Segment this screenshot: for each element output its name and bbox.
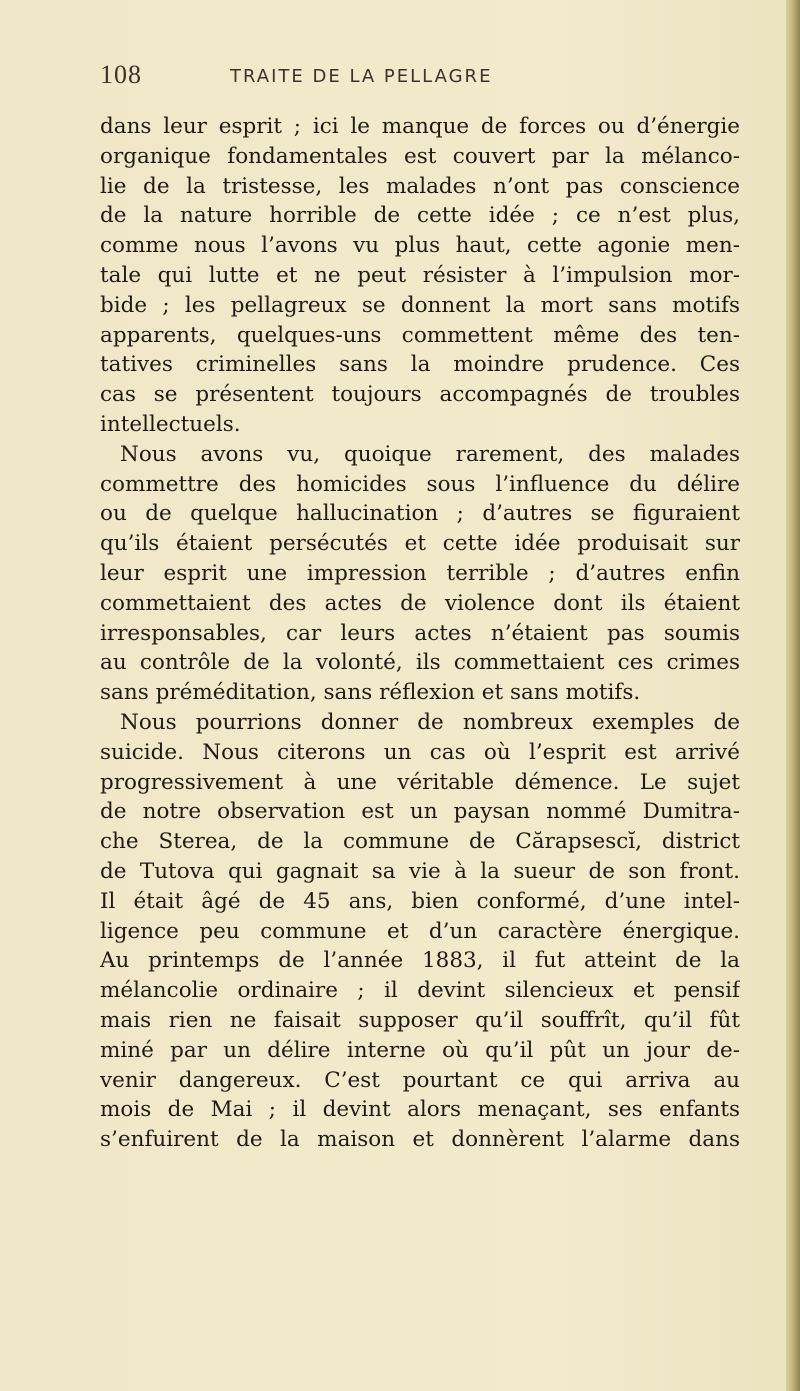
text-line: apparents, quelques-uns commettent même des ten- [100,322,740,348]
text-line: mélancolie ordinaire ; il devint silencieux et pensif [100,978,740,1004]
text-line: progressivement à une véritable démence. Le sujet [100,769,740,795]
text-line: commettaient des actes de violence dont ils étaient [100,590,740,616]
text-line: bide ; les pellagreux se donnent la mort sans motifs [100,292,740,318]
text-line: organique fondamentales est couvert par la mélanco- [100,143,740,169]
text-line: venir dangereux. C’est pourtant ce qui arriva au [100,1067,740,1093]
text-line: Nous avons vu, quoique rarement, des malades [120,441,740,467]
text-line: ou de quelque hallucination ; d’autres se figuraient [100,501,740,527]
text-line: Il était âgé de 45 ans, bien conformé, d’une intel- [100,888,740,914]
text-line: irresponsables, car leurs actes n’étaient pas soumis [100,620,740,646]
text-line: mais rien ne faisait supposer qu’il souffrît, qu’il fût [100,1007,740,1033]
text-line: tale qui lutte et ne peut résister à l’impulsion mor- [100,262,740,288]
text-line: che Sterea, de la commune de Cărapsescĭ, district [100,829,740,855]
text-line: Nous pourrions donner de nombreux exemples de [120,709,740,735]
text-line: qu’ils étaient persécutés et cette idée produisait sur [100,531,740,557]
text-line: comme nous l’avons vu plus haut, cette agonie men- [100,233,740,259]
page-number: 108 [100,60,142,89]
text-line: de notre observation est un paysan nommé Dumitra- [100,799,740,825]
page-header [100,60,740,100]
text-line: cas se présentent toujours accompagnés de troubles [100,382,740,408]
text-line: mois de Mai ; il devint alors menaçant, ses enfants [100,1097,740,1123]
text-line: miné par un délire interne où qu’il pût un jour de- [100,1037,740,1063]
text-line: intellectuels. [100,411,241,437]
text-line: leur esprit une impression terrible ; d’autres enfin [100,560,740,586]
text-line: lie de la tristesse, les malades n’ont pas conscience [100,173,740,199]
page-edge [786,0,800,1391]
text-line: tatives criminelles sans la moindre prudence. Ces [100,352,740,378]
running-title: TRAITE DE LA PELLAGRE [230,66,493,87]
body-text [100,112,740,1155]
text-line: Au printemps de l’année 1883, il fut atteint de la [100,948,740,974]
text-line: commettre des homicides sous l’influence du délire [100,471,740,497]
text-line: de la nature horrible de cette idée ; ce n’est plus, [100,203,740,229]
text-line: sans préméditation, sans réflexion et sans motifs. [100,680,641,706]
text-line: au contrôle de la volonté, ils commettaient ces crimes [100,650,740,676]
text-line: suicide. Nous citerons un cas où l’esprit est arrivé [100,739,740,765]
text-line: ligence peu commune et d’un caractère énergique. [100,918,740,944]
text-line: s’enfuirent de la maison et donnèrent l’alarme dans [100,1127,740,1153]
text-line: de Tutova qui gagnait sa vie à la sueur de son front. [100,858,740,884]
text-line: dans leur esprit ; ici le manque de forces ou d’énergie [100,114,740,139]
